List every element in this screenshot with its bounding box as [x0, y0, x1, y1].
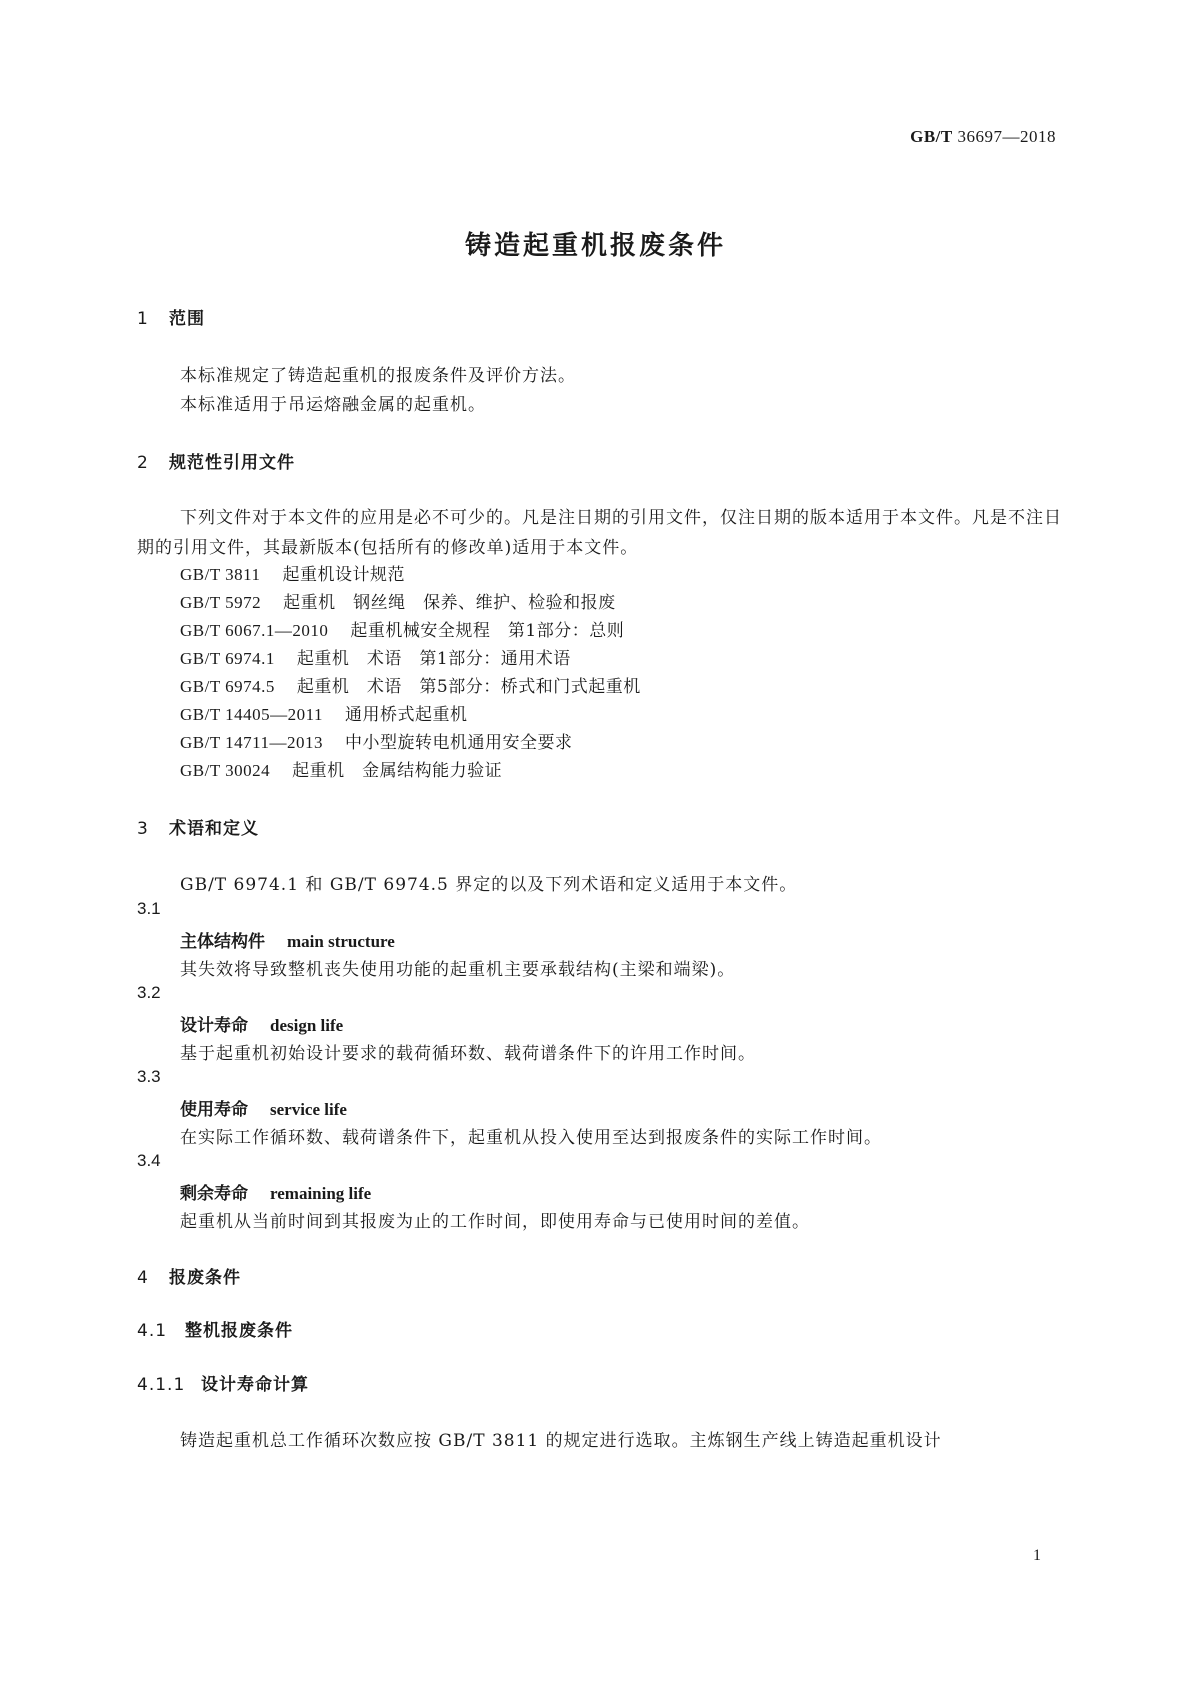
reference-item [180, 672, 641, 697]
reference-code: GB/T 5972 [180, 593, 262, 612]
section-2-heading [137, 448, 295, 473]
reference-title: 中小型旋转电机通用安全要求 [345, 733, 573, 753]
section-title: 范围 [169, 309, 205, 329]
subsection-number: 4.1.1 [137, 1375, 186, 1395]
reference-item [180, 560, 405, 585]
standard-code [910, 127, 1056, 147]
reference-code: GB/T 14405—2011 [180, 705, 324, 724]
subsection-title: 整机报废条件 [185, 1321, 293, 1341]
page-number: 1 [1033, 1547, 1041, 1564]
term-definition: 起重机从当前时间到其报废为止的工作时间，即使用寿命与已使用时间的差值。 [180, 1212, 810, 1232]
term-en: design life [270, 1016, 344, 1035]
term-zh: 主体结构件 [180, 932, 265, 952]
section-title: 规范性引用文件 [169, 453, 295, 473]
standard-prefix: GB/T [910, 127, 953, 146]
term-definition: 在实际工作循环数、载荷谱条件下，起重机从投入使用至达到报废条件的实际工作时间。 [180, 1128, 882, 1148]
reference-title: 起重机 金属结构能力验证 [292, 761, 503, 781]
subsection-4-1-heading [137, 1316, 293, 1341]
reference-code: GB/T 14711—2013 [180, 733, 324, 752]
term-heading [180, 1179, 371, 1204]
terms-intro: GB/T 6974.1 和 GB/T 6974.5 界定的以及下列术语和定义适用于本文件。 [180, 875, 798, 895]
term-zh: 剩余寿命 [180, 1184, 248, 1204]
term-definition: 基于起重机初始设计要求的载荷循环数、载荷谱条件下的许用工作时间。 [180, 1044, 756, 1064]
document-title: 铸造起重机报废条件 [464, 231, 726, 261]
reference-title: 起重机 术语 第1部分：通用术语 [296, 649, 571, 669]
section-4-heading [137, 1263, 241, 1288]
reference-code: GB/T 6974.1 [180, 649, 275, 668]
term-number: 3.2 [137, 983, 161, 1002]
term-definition: 其失效将导致整机丧失使用功能的起重机主要承载结构(主梁和端梁)。 [180, 960, 736, 980]
reference-title: 通用桥式起重机 [345, 705, 468, 725]
section-title: 术语和定义 [169, 819, 259, 839]
reference-title: 起重机设计规范 [282, 565, 406, 585]
section-3-heading [137, 814, 259, 839]
scope-paragraph-1: 本标准规定了铸造起重机的报废条件及评价方法。 [180, 366, 576, 386]
subsection-title: 设计寿命计算 [201, 1375, 309, 1395]
reference-item [180, 616, 624, 641]
reference-title: 起重机 钢丝绳 保养、维护、检验和报废 [283, 593, 616, 613]
reference-code: GB/T 30024 [180, 761, 271, 780]
section-1-heading [137, 304, 205, 329]
subsection-4-1-1-heading [137, 1370, 309, 1395]
term-heading [180, 1095, 347, 1120]
reference-item [180, 756, 502, 781]
term-en: main structure [287, 932, 395, 951]
term-number: 3.1 [137, 899, 161, 918]
reference-item [180, 700, 468, 725]
references-intro: 下列文件对于本文件的应用是必不可少的。凡是注日期的引用文件，仅注日期的版本适用于本文件。凡是不注日期的引用文件，其最新版本(包括所有的修改单)适用于本文件。 [137, 508, 1062, 558]
section-title: 报废条件 [169, 1268, 241, 1288]
reference-item [180, 644, 571, 669]
section-number: 1 [137, 309, 149, 329]
reference-code: GB/T 6974.5 [180, 677, 275, 696]
term-number: 3.3 [137, 1067, 161, 1086]
term-heading [180, 927, 395, 952]
term-en: service life [270, 1100, 347, 1119]
subsection-number: 4.1 [137, 1321, 168, 1341]
term-heading [180, 1011, 343, 1036]
reference-code: GB/T 6067.1—2010 [180, 621, 329, 640]
term-zh: 使用寿命 [180, 1100, 248, 1120]
section-number: 2 [137, 453, 149, 473]
section-number: 3 [137, 819, 149, 839]
term-number: 3.4 [137, 1151, 161, 1170]
reference-item [180, 728, 573, 753]
scope-paragraph-2: 本标准适用于吊运熔融金属的起重机。 [180, 395, 486, 415]
term-zh: 设计寿命 [180, 1016, 248, 1036]
reference-title: 起重机 术语 第5部分：桥式和门式起重机 [296, 677, 641, 697]
standard-number: 36697—2018 [957, 127, 1056, 146]
reference-code: GB/T 3811 [180, 565, 261, 584]
reference-item [180, 588, 616, 613]
section-number: 4 [137, 1268, 149, 1288]
design-life-paragraph: 铸造起重机总工作循环次数应按 GB/T 3811 的规定进行选取。主炼钢生产线上铸造起重机设计 [180, 1431, 942, 1451]
reference-title: 起重机械安全规程 第1部分：总则 [350, 621, 625, 641]
term-en: remaining life [270, 1184, 372, 1203]
